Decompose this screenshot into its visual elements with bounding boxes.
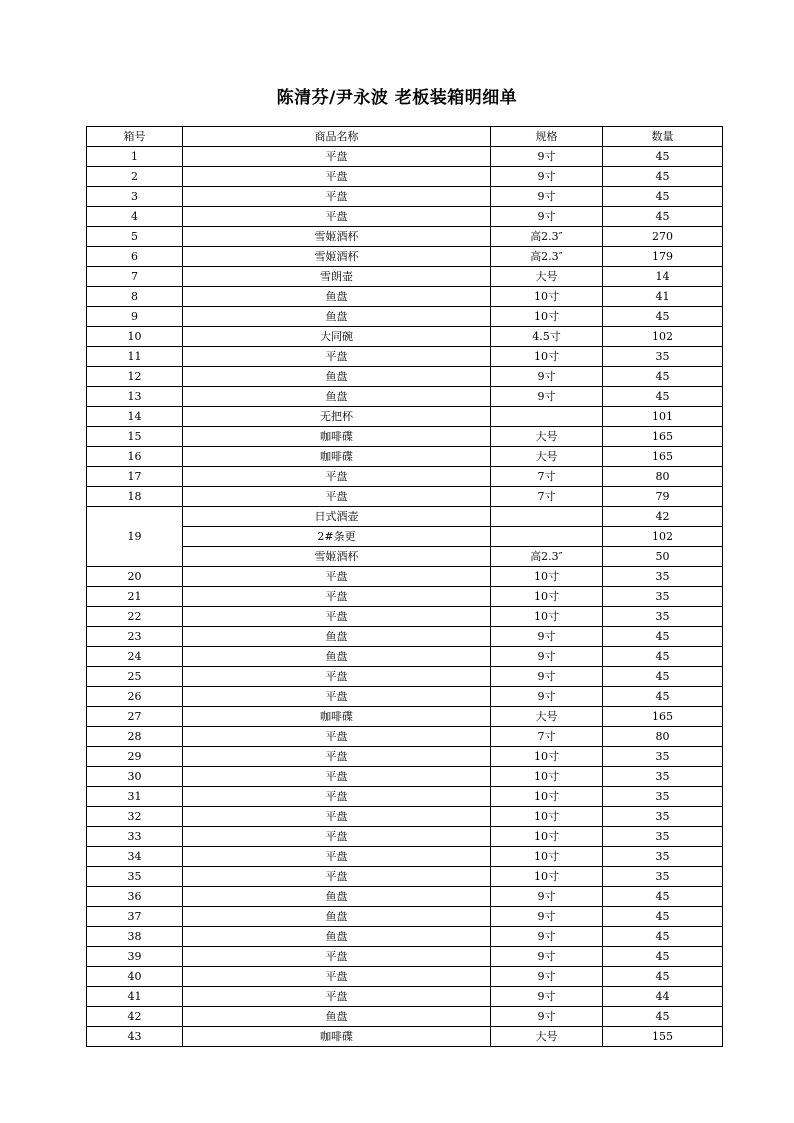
product-name-cell: 平盘 (183, 687, 491, 707)
packing-list-table (86, 126, 723, 1047)
product-name-cell: 平盘 (183, 767, 491, 787)
spec-cell: 10寸 (491, 587, 603, 607)
product-name-cell: 2#条更 (183, 527, 491, 547)
box-number-cell: 3 (87, 187, 183, 207)
table-row (87, 627, 723, 647)
product-name-cell: 日式酒壶 (183, 507, 491, 527)
table-row (87, 247, 723, 267)
table-row (87, 347, 723, 367)
spec-cell: 9寸 (491, 967, 603, 987)
product-name-cell: 雪姬酒杯 (183, 227, 491, 247)
box-number-cell: 8 (87, 287, 183, 307)
quantity-cell: 80 (603, 727, 723, 747)
spec-cell: 9寸 (491, 367, 603, 387)
product-name-cell: 平盘 (183, 727, 491, 747)
spec-cell: 10寸 (491, 287, 603, 307)
spec-cell: 9寸 (491, 887, 603, 907)
table-row (87, 607, 723, 627)
box-number-cell: 9 (87, 307, 183, 327)
product-name-cell: 雪姬酒杯 (183, 247, 491, 267)
document-title: 陈清芬/尹永波 老板装箱明细单 (276, 88, 518, 108)
box-number-cell: 36 (87, 887, 183, 907)
table-row (87, 567, 723, 587)
product-name-cell: 平盘 (183, 587, 491, 607)
box-number-cell: 38 (87, 927, 183, 947)
table-row (87, 827, 723, 847)
quantity-cell: 45 (603, 1007, 723, 1027)
box-number-cell: 28 (87, 727, 183, 747)
box-number-cell: 1 (87, 147, 183, 167)
quantity-cell: 102 (603, 327, 723, 347)
table-row (87, 287, 723, 307)
product-name-cell: 咖啡碟 (183, 1027, 491, 1047)
table-row (87, 227, 723, 247)
box-number-cell: 27 (87, 707, 183, 727)
spec-cell: 10寸 (491, 787, 603, 807)
quantity-cell: 45 (603, 187, 723, 207)
product-name-cell: 平盘 (183, 467, 491, 487)
spec-cell: 9寸 (491, 647, 603, 667)
product-name-cell: 平盘 (183, 147, 491, 167)
quantity-cell: 45 (603, 647, 723, 667)
box-number-cell: 17 (87, 467, 183, 487)
product-name-cell: 鱼盘 (183, 927, 491, 947)
quantity-cell: 45 (603, 147, 723, 167)
table-row (87, 1007, 723, 1027)
box-number-cell: 43 (87, 1027, 183, 1047)
quantity-cell: 155 (603, 1027, 723, 1047)
quantity-cell: 35 (603, 847, 723, 867)
spec-cell: 7寸 (491, 487, 603, 507)
quantity-cell: 35 (603, 807, 723, 827)
table-row (87, 307, 723, 327)
spec-cell: 9寸 (491, 187, 603, 207)
quantity-cell: 45 (603, 687, 723, 707)
product-name-cell: 鱼盘 (183, 387, 491, 407)
box-number-cell: 11 (87, 347, 183, 367)
box-number-cell: 18 (87, 487, 183, 507)
spec-cell: 4.5寸 (491, 327, 603, 347)
quantity-cell: 35 (603, 607, 723, 627)
table-row (87, 727, 723, 747)
quantity-cell: 35 (603, 767, 723, 787)
quantity-cell: 35 (603, 347, 723, 367)
spec-cell: 10寸 (491, 607, 603, 627)
product-name-cell: 平盘 (183, 827, 491, 847)
table-row (87, 767, 723, 787)
table-row (87, 947, 723, 967)
product-name-cell: 无把杯 (183, 407, 491, 427)
table-row (87, 367, 723, 387)
product-name-cell: 平盘 (183, 987, 491, 1007)
box-number-cell: 5 (87, 227, 183, 247)
table-row (87, 647, 723, 667)
spec-cell: 10寸 (491, 567, 603, 587)
box-number-cell: 33 (87, 827, 183, 847)
table-row (87, 267, 723, 287)
product-name-cell: 雪朗壶 (183, 267, 491, 287)
box-number-cell: 13 (87, 387, 183, 407)
product-name-cell: 平盘 (183, 747, 491, 767)
quantity-cell: 45 (603, 887, 723, 907)
table-row (87, 867, 723, 887)
spec-cell: 9寸 (491, 907, 603, 927)
quantity-cell: 45 (603, 907, 723, 927)
spec-cell: 9寸 (491, 387, 603, 407)
spec-cell: 大号 (491, 447, 603, 467)
product-name-cell: 平盘 (183, 487, 491, 507)
spec-cell: 10寸 (491, 767, 603, 787)
product-name-cell: 平盘 (183, 667, 491, 687)
table-row (87, 1027, 723, 1047)
quantity-cell: 45 (603, 387, 723, 407)
quantity-cell: 165 (603, 707, 723, 727)
table-row (87, 327, 723, 347)
product-name-cell: 平盘 (183, 607, 491, 627)
product-name-cell: 咖啡碟 (183, 707, 491, 727)
product-name-cell: 雪姬酒杯 (183, 547, 491, 567)
spec-cell: 9寸 (491, 207, 603, 227)
product-name-cell: 鱼盘 (183, 627, 491, 647)
product-name-cell: 鱼盘 (183, 1007, 491, 1027)
product-name-cell: 平盘 (183, 807, 491, 827)
box-number-cell: 40 (87, 967, 183, 987)
table-row (87, 927, 723, 947)
spec-cell: 10寸 (491, 847, 603, 867)
box-number-cell: 12 (87, 367, 183, 387)
box-number-cell: 19 (87, 507, 183, 567)
product-name-cell: 平盘 (183, 207, 491, 227)
box-number-cell: 15 (87, 427, 183, 447)
table-body (87, 147, 723, 1047)
box-number-cell: 26 (87, 687, 183, 707)
table-row (87, 887, 723, 907)
quantity-cell: 50 (603, 547, 723, 567)
header-quantity: 数量 (603, 127, 723, 147)
box-number-cell: 20 (87, 567, 183, 587)
table-row (87, 427, 723, 447)
product-name-cell: 大同碗 (183, 327, 491, 347)
quantity-cell: 41 (603, 287, 723, 307)
spec-cell: 10寸 (491, 827, 603, 847)
box-number-cell: 23 (87, 627, 183, 647)
header-box-no: 箱号 (87, 127, 183, 147)
quantity-cell: 102 (603, 527, 723, 547)
spec-cell: 9寸 (491, 947, 603, 967)
quantity-cell: 35 (603, 827, 723, 847)
spec-cell: 9寸 (491, 927, 603, 947)
quantity-cell: 45 (603, 967, 723, 987)
table-row (87, 507, 723, 527)
box-number-cell: 22 (87, 607, 183, 627)
product-name-cell: 鱼盘 (183, 887, 491, 907)
product-name-cell: 平盘 (183, 187, 491, 207)
box-number-cell: 32 (87, 807, 183, 827)
product-name-cell: 平盘 (183, 567, 491, 587)
box-number-cell: 16 (87, 447, 183, 467)
product-name-cell: 咖啡碟 (183, 447, 491, 467)
product-name-cell: 鱼盘 (183, 907, 491, 927)
box-number-cell: 42 (87, 1007, 183, 1027)
quantity-cell: 45 (603, 927, 723, 947)
table-row (87, 847, 723, 867)
table-row (87, 207, 723, 227)
product-name-cell: 平盘 (183, 847, 491, 867)
box-number-cell: 34 (87, 847, 183, 867)
box-number-cell: 37 (87, 907, 183, 927)
product-name-cell: 鱼盘 (183, 647, 491, 667)
box-number-cell: 14 (87, 407, 183, 427)
table-row (87, 787, 723, 807)
quantity-cell: 45 (603, 367, 723, 387)
spec-cell: 大号 (491, 1027, 603, 1047)
product-name-cell: 鱼盘 (183, 367, 491, 387)
spec-cell: 9寸 (491, 987, 603, 1007)
box-number-cell: 4 (87, 207, 183, 227)
table-row (87, 487, 723, 507)
quantity-cell: 270 (603, 227, 723, 247)
quantity-cell: 79 (603, 487, 723, 507)
quantity-cell: 35 (603, 587, 723, 607)
spec-cell: 10寸 (491, 807, 603, 827)
product-name-cell: 鱼盘 (183, 307, 491, 327)
spec-cell: 9寸 (491, 1007, 603, 1027)
spec-cell: 高2.3″ (491, 547, 603, 567)
quantity-cell: 80 (603, 467, 723, 487)
spec-cell: 大号 (491, 707, 603, 727)
table-row (87, 167, 723, 187)
box-number-cell: 29 (87, 747, 183, 767)
spec-cell: 7寸 (491, 727, 603, 747)
box-number-cell: 30 (87, 767, 183, 787)
quantity-cell: 101 (603, 407, 723, 427)
box-number-cell: 10 (87, 327, 183, 347)
product-name-cell: 鱼盘 (183, 287, 491, 307)
spec-cell (491, 407, 603, 427)
table-row (87, 407, 723, 427)
table-row (87, 547, 723, 567)
spec-cell: 9寸 (491, 167, 603, 187)
table-row (87, 967, 723, 987)
product-name-cell: 平盘 (183, 787, 491, 807)
spec-cell (491, 527, 603, 547)
box-number-cell: 39 (87, 947, 183, 967)
quantity-cell: 45 (603, 947, 723, 967)
table-row (87, 747, 723, 767)
quantity-cell: 42 (603, 507, 723, 527)
spec-cell: 大号 (491, 267, 603, 287)
table-row (87, 447, 723, 467)
spec-cell: 9寸 (491, 627, 603, 647)
table-row (87, 907, 723, 927)
table-row (87, 467, 723, 487)
spec-cell: 7寸 (491, 467, 603, 487)
quantity-cell: 179 (603, 247, 723, 267)
quantity-cell: 35 (603, 867, 723, 887)
table-row (87, 387, 723, 407)
table-row (87, 807, 723, 827)
quantity-cell: 165 (603, 447, 723, 467)
table-row (87, 187, 723, 207)
quantity-cell: 165 (603, 427, 723, 447)
quantity-cell: 45 (603, 307, 723, 327)
table-row (87, 667, 723, 687)
product-name-cell: 平盘 (183, 947, 491, 967)
table-row (87, 587, 723, 607)
quantity-cell: 35 (603, 567, 723, 587)
box-number-cell: 6 (87, 247, 183, 267)
box-number-cell: 31 (87, 787, 183, 807)
table-header (87, 127, 723, 147)
spec-cell: 9寸 (491, 687, 603, 707)
table-row (87, 147, 723, 167)
quantity-cell: 45 (603, 667, 723, 687)
table-row (87, 687, 723, 707)
table-row (87, 707, 723, 727)
product-name-cell: 咖啡碟 (183, 427, 491, 447)
table-row (87, 527, 723, 547)
spec-cell: 9寸 (491, 667, 603, 687)
box-number-cell: 24 (87, 647, 183, 667)
box-number-cell: 25 (87, 667, 183, 687)
box-number-cell: 41 (87, 987, 183, 1007)
product-name-cell: 平盘 (183, 167, 491, 187)
spec-cell (491, 507, 603, 527)
box-number-cell: 21 (87, 587, 183, 607)
quantity-cell: 45 (603, 207, 723, 227)
box-number-cell: 7 (87, 267, 183, 287)
quantity-cell: 14 (603, 267, 723, 287)
spec-cell: 高2.3″ (491, 247, 603, 267)
quantity-cell: 35 (603, 747, 723, 767)
quantity-cell: 45 (603, 167, 723, 187)
quantity-cell: 44 (603, 987, 723, 1007)
header-spec: 规格 (491, 127, 603, 147)
box-number-cell: 35 (87, 867, 183, 887)
header-product-name: 商品名称 (183, 127, 491, 147)
product-name-cell: 平盘 (183, 967, 491, 987)
spec-cell: 大号 (491, 427, 603, 447)
product-name-cell: 平盘 (183, 347, 491, 367)
spec-cell: 高2.3″ (491, 227, 603, 247)
product-name-cell: 平盘 (183, 867, 491, 887)
table-row (87, 987, 723, 1007)
quantity-cell: 45 (603, 627, 723, 647)
box-number-cell: 2 (87, 167, 183, 187)
spec-cell: 10寸 (491, 747, 603, 767)
spec-cell: 10寸 (491, 347, 603, 367)
header-row (87, 127, 723, 147)
spec-cell: 10寸 (491, 867, 603, 887)
quantity-cell: 35 (603, 787, 723, 807)
spec-cell: 10寸 (491, 307, 603, 327)
spec-cell: 9寸 (491, 147, 603, 167)
